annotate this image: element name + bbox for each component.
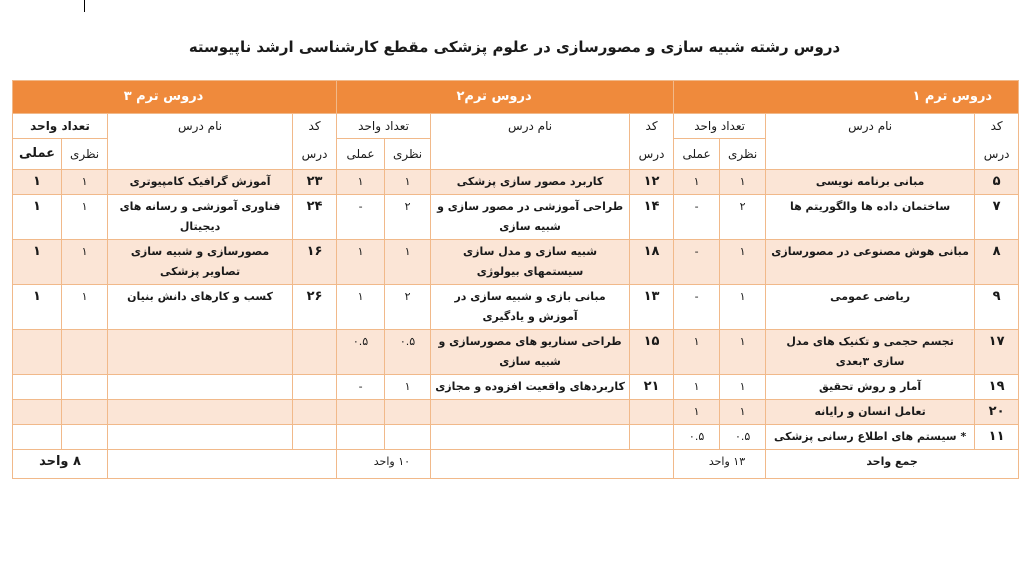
- course-row: [13, 170, 1019, 195]
- theory-units: [62, 375, 108, 400]
- course-name: کسب و کارهای دانش بنیان: [108, 285, 293, 330]
- course-code: ۱۴: [630, 195, 674, 240]
- course-name: مصورسازی و شبیه سازی تصاویر پزشکی: [108, 240, 293, 285]
- practical-units: [337, 400, 385, 425]
- course-name: ریاضی عمومی: [766, 285, 975, 330]
- theory-units: ۰.۵: [385, 330, 431, 375]
- course-code: ۵: [975, 170, 1019, 195]
- practical-units: [13, 330, 62, 375]
- course-name: مبانی برنامه نویسی: [766, 170, 975, 195]
- practical-header-t2: عملی: [337, 139, 385, 170]
- course-code: ۱۷: [975, 330, 1019, 375]
- name-header-t2: نام درس: [431, 114, 630, 170]
- theory-units: ۱: [720, 170, 766, 195]
- theory-units: ۱: [62, 240, 108, 285]
- course-name: طراحی سناریو های مصورسازی و شبیه سازی: [431, 330, 630, 375]
- code-header-line2: درس: [301, 147, 328, 161]
- course-code: [293, 330, 337, 375]
- code-header-line1: کد: [645, 119, 658, 133]
- theory-units: ۲: [385, 195, 431, 240]
- theory-units: ۱: [720, 400, 766, 425]
- theory-units: ۱: [720, 285, 766, 330]
- theory-header-t2: نظری: [385, 139, 431, 170]
- course-code: ۱۵: [630, 330, 674, 375]
- practical-header-t3: عملی: [13, 139, 62, 170]
- course-name: آمار و روش تحقیق: [766, 375, 975, 400]
- practical-units: [337, 425, 385, 450]
- course-row: [13, 285, 1019, 330]
- practical-units: -: [337, 375, 385, 400]
- practical-units: ۱: [13, 170, 62, 195]
- courses-table: [12, 80, 1019, 479]
- course-code: ۲۱: [630, 375, 674, 400]
- course-name: فناوری آموزشی و رسانه های دیجیتال: [108, 195, 293, 240]
- course-name: ساختمان داده ها والگوریتم ها: [766, 195, 975, 240]
- course-code: ۱۳: [630, 285, 674, 330]
- course-code: [630, 425, 674, 450]
- course-code: ۱۲: [630, 170, 674, 195]
- course-name: کاربردهای واقعیت افزوده و مجازی: [431, 375, 630, 400]
- theory-units: [385, 425, 431, 450]
- course-code: [293, 425, 337, 450]
- theory-units: ۱: [385, 375, 431, 400]
- page-title: دروس رشته شبیه سازی و مصورسازی در علوم پزشکی مقطع کارشناسی ارشد ناپیوسته: [188, 38, 841, 56]
- theory-units: ۱: [720, 330, 766, 375]
- units-header-t2: تعداد واحد: [337, 114, 431, 139]
- practical-units: -: [674, 285, 720, 330]
- theory-units: ۱: [385, 240, 431, 285]
- practical-units: ۱: [674, 375, 720, 400]
- term-3-total: ۸ واحد: [13, 450, 108, 479]
- course-row: [13, 400, 1019, 425]
- course-name: مبانی بازی و شبیه سازی در آموزش و یادگیری: [431, 285, 630, 330]
- course-name: شبیه سازی و مدل سازی سیستمهای بیولوژی: [431, 240, 630, 285]
- course-code: ۱۶: [293, 240, 337, 285]
- practical-units: [13, 400, 62, 425]
- course-code: [293, 375, 337, 400]
- text-cursor-mark: [84, 0, 85, 12]
- theory-units: ۲: [720, 195, 766, 240]
- term-1-header: دروس ترم ۱: [674, 81, 1019, 114]
- column-header-row: [13, 114, 1019, 139]
- totals-label: جمع واحد: [766, 450, 1019, 479]
- practical-units: ۱: [13, 285, 62, 330]
- course-code: ۹: [975, 285, 1019, 330]
- practical-units: ۱: [674, 330, 720, 375]
- code-header-line1: کد: [308, 119, 321, 133]
- theory-units: [62, 400, 108, 425]
- course-row: [13, 195, 1019, 240]
- course-name: [431, 425, 630, 450]
- term-3-gap: [108, 450, 337, 479]
- course-name: [108, 375, 293, 400]
- practical-units: ۱: [674, 170, 720, 195]
- course-code: ۲۶: [293, 285, 337, 330]
- practical-units: ۱: [337, 285, 385, 330]
- code-header-t1: [975, 114, 1019, 170]
- term-2-header: دروس ترم۲: [337, 81, 674, 114]
- theory-units: [385, 400, 431, 425]
- course-name: [108, 400, 293, 425]
- course-row: [13, 330, 1019, 375]
- term-1-total: ۱۳ واحد: [674, 450, 766, 479]
- practical-units: ۰.۵: [674, 425, 720, 450]
- name-header-t3: نام درس: [108, 114, 293, 170]
- course-name: تعامل انسان و رایانه: [766, 400, 975, 425]
- theory-units: ۰.۵: [720, 425, 766, 450]
- course-code: ۸: [975, 240, 1019, 285]
- course-code: ۱۱: [975, 425, 1019, 450]
- practical-units: [13, 375, 62, 400]
- practical-units: -: [337, 195, 385, 240]
- term-2-gap: [431, 450, 674, 479]
- code-header-line2: درس: [983, 147, 1010, 161]
- course-code: ۷: [975, 195, 1019, 240]
- course-row: [13, 375, 1019, 400]
- practical-header-t1: عملی: [674, 139, 720, 170]
- code-header-t3: [293, 114, 337, 170]
- course-code: [293, 400, 337, 425]
- theory-header-t1: نظری: [720, 139, 766, 170]
- theory-header-t3: نظری: [62, 139, 108, 170]
- course-row: [13, 240, 1019, 285]
- practical-units: ۱: [337, 170, 385, 195]
- practical-units: ۱: [337, 240, 385, 285]
- course-name: مبانی هوش مصنوعی در مصورسازی: [766, 240, 975, 285]
- course-code: ۲۰: [975, 400, 1019, 425]
- totals-row: [13, 450, 1019, 479]
- theory-units: ۱: [385, 170, 431, 195]
- practical-units: ۱: [13, 240, 62, 285]
- course-name: آموزش گرافیک کامپیوتری: [108, 170, 293, 195]
- practical-units: ۱: [674, 400, 720, 425]
- practical-units: ۰.۵: [337, 330, 385, 375]
- course-code: ۱۹: [975, 375, 1019, 400]
- units-header-t3: تعداد واحد: [13, 114, 108, 139]
- course-code: ۲۳: [293, 170, 337, 195]
- theory-units: ۱: [720, 240, 766, 285]
- theory-units: ۱: [62, 195, 108, 240]
- course-name: [108, 330, 293, 375]
- theory-units: ۱: [720, 375, 766, 400]
- practical-units: ۱: [13, 195, 62, 240]
- term-2-total: ۱۰ واحد: [337, 450, 431, 479]
- theory-units: [62, 425, 108, 450]
- course-name: [108, 425, 293, 450]
- term-3-header: دروس ترم ۳: [13, 81, 337, 114]
- theory-units: [62, 330, 108, 375]
- course-name: [431, 400, 630, 425]
- course-row: [13, 425, 1019, 450]
- course-code: ۲۴: [293, 195, 337, 240]
- code-header-t2: [630, 114, 674, 170]
- practical-units: -: [674, 240, 720, 285]
- practical-units: -: [674, 195, 720, 240]
- term-header-row: [13, 81, 1019, 114]
- course-code: ۱۸: [630, 240, 674, 285]
- course-name: * سیستم های اطلاع رسانی پزشکی: [766, 425, 975, 450]
- practical-units: [13, 425, 62, 450]
- course-name: طراحی آموزشی در مصور سازی و شبیه سازی: [431, 195, 630, 240]
- theory-units: ۱: [62, 170, 108, 195]
- theory-units: ۱: [62, 285, 108, 330]
- course-name: کاربرد مصور سازی پزشکی: [431, 170, 630, 195]
- theory-units: ۲: [385, 285, 431, 330]
- course-name: تجسم حجمی و تکنیک های مدل سازی ۳بعدی: [766, 330, 975, 375]
- code-header-line1: کد: [990, 119, 1003, 133]
- code-header-line2: درس: [638, 147, 665, 161]
- course-code: [630, 400, 674, 425]
- name-header-t1: نام درس: [766, 114, 975, 170]
- units-header-t1: تعداد واحد: [674, 114, 766, 139]
